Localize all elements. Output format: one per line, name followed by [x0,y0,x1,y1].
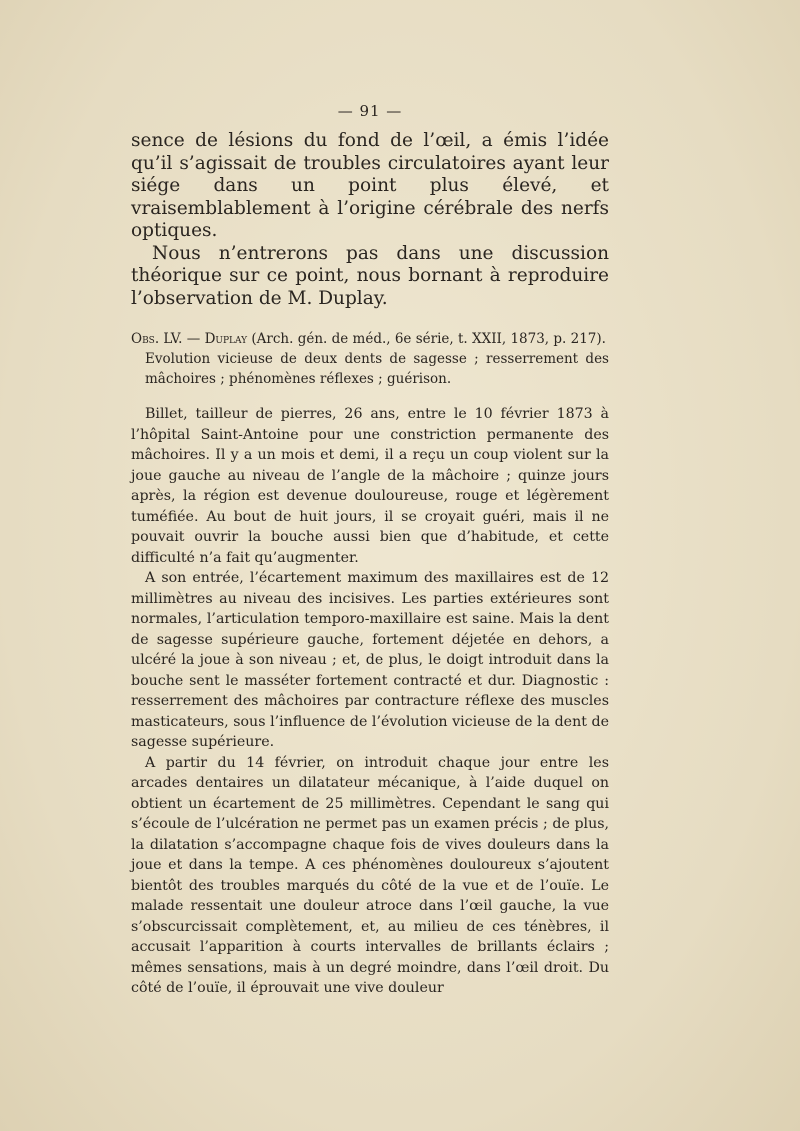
body-paragraph-3: A partir du 14 février, on introduit chaque jour entre les arcades dentaires un dilatateur mécanique, à l’aide duquel on obtient un écartement de 25 millimètres. Cependant le sang qui s’écoule de l’ulcération ne permet pas un examen précis ; de plus, la dilatation s’accompagne chaque fois de vives douleurs dans la joue et dans la tempe. A ces phénomènes douloureux s’ajoutent bientôt des troubles marqués du côté de la vue et de l’ouïe. Le malade ressentait une douleur atroce dans l’œil gauche, la vue s’obscurcissait complètement, et, au milieu de ces ténèbres, il accusait l’apparition à courts intervalles de brillants éclairs ; mêmes sensations, mais à un degré moindre, dans l’œil droit. Du côté de l’ouïe, il éprouvait une vive douleur [131,754,609,996]
body-paragraph-2: A son entrée, l’écartement maximum des maxillaires est de 12 millimètres au niveau des incisives. Les parties extérieures sont normales, l’articulation temporo-maxillaire est saine. Mais la dent de sagesse supérieure gauche, fortement déjetée en dehors, a ulcéré la joue à son niveau ; et, de plus, le doigt introduit dans la bouche sent le masséter fortement contracté et dur. Diagnostic : resserrement des mâchoires par contracture réflexe des muscles masticateurs, sous l’influence de l’évolution vicieuse de la dent de sagesse supérieure. [131,570,609,750]
observation-author: Duplay [204,331,248,347]
intro-paragraph-1: sence de lésions du fond de l’œil, a émis l’idée qu’il s’agissait de troubles circulatoires ayant leur siége dans un point plus élevé, et vraisemblablement à l’origine cérébrale des nerfs optiques. [131,130,609,241]
observation-dash: — [182,331,205,347]
intro-paragraph-2: Nous n’entrerons pas dans une discussion théorique sur ce point, nous bornant à reproduire l’observation de M. Duplay. [131,242,609,309]
body-paragraph-1: Billet, tailleur de pierres, 26 ans, entre le 10 février 1873 à l’hôpital Saint-Antoine pour une constriction permanente des mâchoires. Il y a un mois et demi, il a reçu un coup violent sur la joue gauche au niveau de l’angle de la mâchoire ; quinze jours après, la région est devenue douloureuse, rouge et légèrement tuméfiée. Au bout de huit jours, il se croyait guéri, mais il ne pouvait ouvrir la bouche aussi bien que d’habitude, et cette difficulté n’a fait qu’augmenter. [131,406,609,566]
observation-heading [131,329,609,389]
observation-body [131,404,609,999]
page-number: — 91 — [337,102,403,120]
intro-section [131,130,609,310]
observation-reference-line [131,329,609,349]
observation-reference: (Arch. gén. de méd., 6e série, t. XXII, 1873, p. 217). [247,331,606,347]
observation-subtitle: Evolution vicieuse de deux dents de sagesse ; resserrement des mâchoires ; phénomènes réflexes ; guérison. [145,351,609,387]
observation-label: Obs. LV. [131,331,183,347]
